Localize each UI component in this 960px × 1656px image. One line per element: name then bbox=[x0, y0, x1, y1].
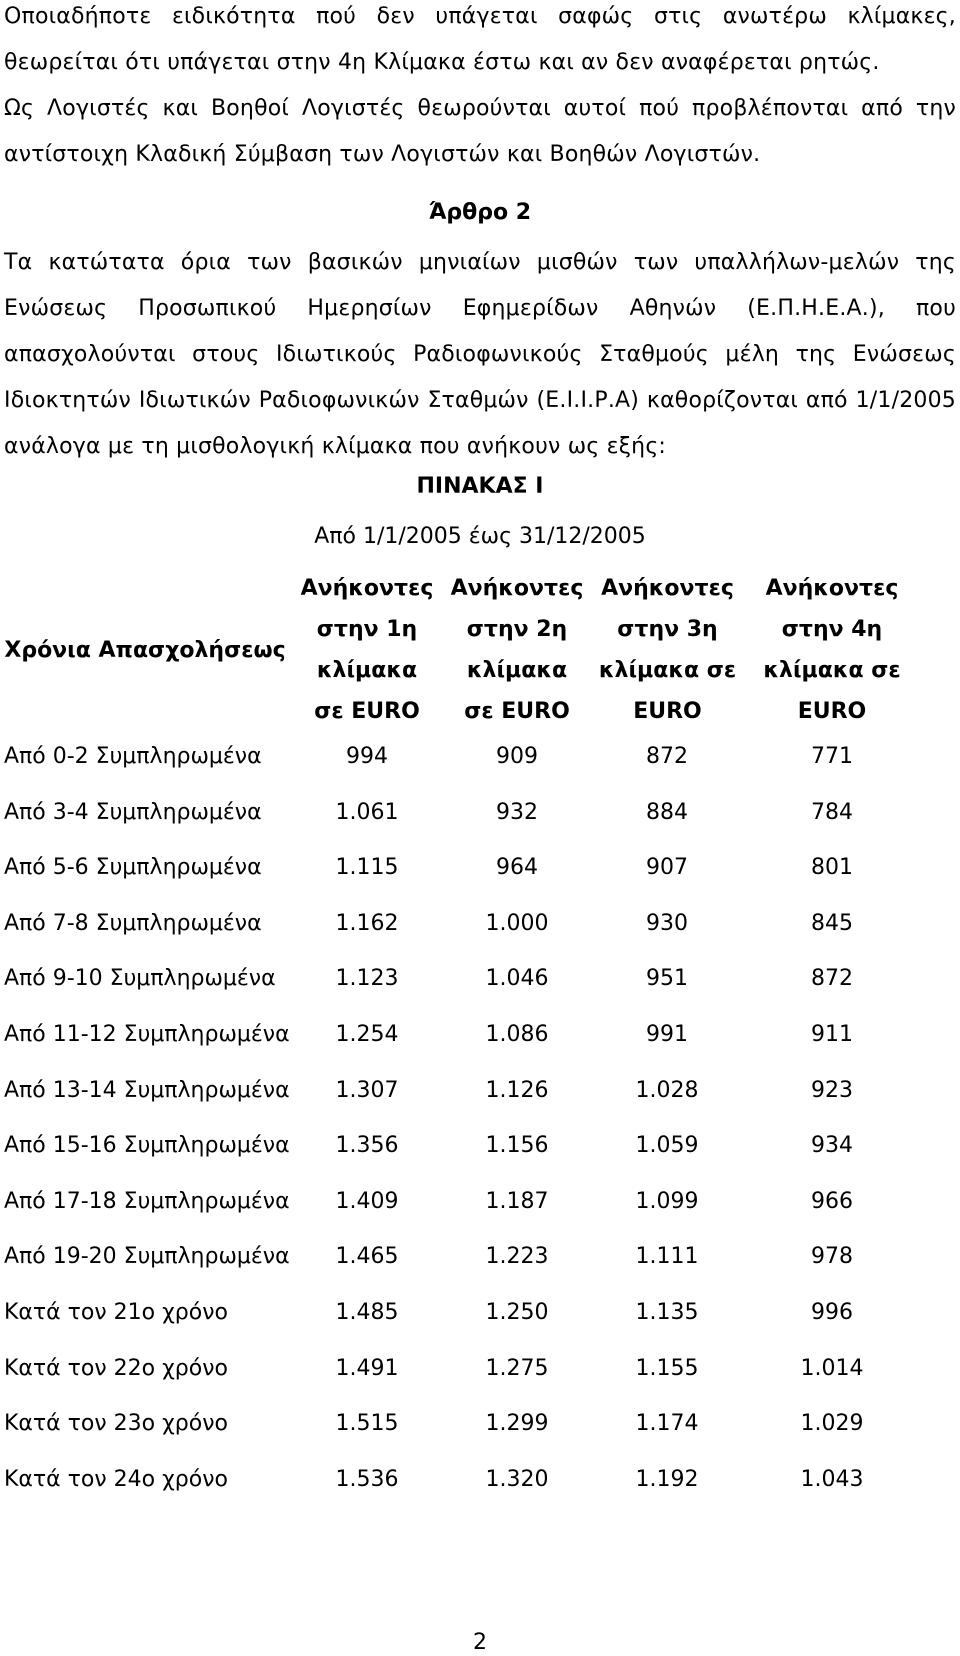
table-cell-scale-4: 1.043 bbox=[800, 1467, 864, 1492]
table-row-label: Από 7-8 Συμπληρωμένα bbox=[4, 911, 262, 936]
table-row-label: Από 3-4 Συμπληρωμένα bbox=[4, 800, 262, 825]
table-cell-scale-1: 1.409 bbox=[335, 1189, 399, 1214]
header-years: Χρόνια Απασχολήσεως bbox=[4, 638, 286, 663]
table-cell-scale-1: 1.485 bbox=[335, 1300, 399, 1325]
table-row-label: Από 11-12 Συμπληρωμένα bbox=[4, 1022, 290, 1047]
table-cell-scale-1: 994 bbox=[346, 744, 388, 769]
table-cell-scale-4: 1.014 bbox=[800, 1356, 864, 1381]
table-cell-scale-2: 1.086 bbox=[485, 1022, 549, 1047]
table-cell-scale-3: 872 bbox=[646, 744, 688, 769]
table-row-label: Κατά τον 21ο χρόνο bbox=[4, 1300, 228, 1325]
table-cell-scale-3: 1.192 bbox=[635, 1467, 699, 1492]
table-cell-scale-3: 991 bbox=[646, 1022, 688, 1047]
table-cell-scale-3: 1.135 bbox=[635, 1300, 699, 1325]
table-cell-scale-4: 1.029 bbox=[800, 1411, 864, 1436]
table-cell-scale-4: 801 bbox=[811, 855, 853, 880]
table-row-label: Από 19-20 Συμπληρωμένα bbox=[4, 1244, 290, 1269]
table-cell-scale-2: 932 bbox=[496, 800, 538, 825]
table-cell-scale-1: 1.491 bbox=[335, 1356, 399, 1381]
table-cell-scale-3: 1.059 bbox=[635, 1133, 699, 1158]
header-scale-2: Ανήκοντες στην 2η κλίμακα σε EURO bbox=[450, 576, 584, 724]
table-cell-scale-3: 1.111 bbox=[635, 1244, 699, 1269]
table-cell-scale-3: 907 bbox=[646, 855, 688, 880]
table-cell-scale-3: 1.155 bbox=[635, 1356, 699, 1381]
table-row-label: Κατά τον 23ο χρόνο bbox=[4, 1411, 228, 1436]
table-cell-scale-1: 1.162 bbox=[335, 911, 399, 936]
article-body: Τα κατώτατα όρια των βασικών μηνιαίων μισθών των υπαλλήλων-μελών της Ενώσεως Προσωπικού Ημερησίων Εφημερίδων Αθηνών (Ε.Π.Η.Ε.Α.), που απασχολούνται στους Ιδιωτικούς Ραδιοφωνικούς Σταθμούς μέλη της Ενώσεως Ιδιοκτητών Ιδιωτικών Ραδιοφωνικών Σταθμών (Ε.Ι.Ι.Ρ.Α) καθορίζονται από 1/1/2005 ανάλογα με τη μισθολογική κλίμακα που ανήκουν ως εξής: bbox=[4, 250, 956, 459]
table-row-label: Από 9-10 Συμπληρωμένα bbox=[4, 966, 276, 991]
header-scale-1: Ανήκοντες στην 1η κλίμακα σε EURO bbox=[300, 576, 434, 724]
table-cell-scale-2: 909 bbox=[496, 744, 538, 769]
article-title: Άρθρο 2 bbox=[428, 200, 532, 225]
table-cell-scale-4: 872 bbox=[811, 966, 853, 991]
table-cell-scale-3: 884 bbox=[646, 800, 688, 825]
page-number: 2 bbox=[473, 1630, 487, 1655]
table-row-label: Κατά τον 24ο χρόνο bbox=[4, 1467, 228, 1492]
table-cell-scale-3: 951 bbox=[646, 966, 688, 991]
table-cell-scale-2: 1.275 bbox=[485, 1356, 549, 1381]
table-row-label: Από 13-14 Συμπληρωμένα bbox=[4, 1078, 290, 1103]
table-cell-scale-1: 1.536 bbox=[335, 1467, 399, 1492]
table-cell-scale-4: 996 bbox=[811, 1300, 853, 1325]
intro-paragraph-1: Οποιαδήποτε ειδικότητα πού δεν υπάγεται σαφώς στις ανωτέρω κλίμακες, θεωρείται ότι υπάγεται στην 4η Κλίμακα έστω και αν δεν αναφέρεται ρητώς. bbox=[4, 4, 956, 75]
table-cell-scale-4: 966 bbox=[811, 1189, 853, 1214]
table-cell-scale-1: 1.356 bbox=[335, 1133, 399, 1158]
table-cell-scale-2: 1.187 bbox=[485, 1189, 549, 1214]
table-row-label: Κατά τον 22ο χρόνο bbox=[4, 1356, 228, 1381]
table-cell-scale-4: 911 bbox=[811, 1022, 853, 1047]
table-cell-scale-1: 1.465 bbox=[335, 1244, 399, 1269]
table-row-label: Από 17-18 Συμπληρωμένα bbox=[4, 1189, 290, 1214]
table-cell-scale-1: 1.254 bbox=[335, 1022, 399, 1047]
table-title: ΠΙΝΑΚΑΣ Ι bbox=[416, 474, 544, 499]
header-scale-3: Ανήκοντες στην 3η κλίμακα σε EURO bbox=[598, 576, 737, 724]
table-cell-scale-4: 978 bbox=[811, 1244, 853, 1269]
intro-paragraph-2: Ως Λογιστές και Βοηθοί Λογιστές θεωρούνται αυτοί πού προβλέπονται από την αντίστοιχη Κλαδική Σύμβαση των Λογιστών και Βοηθών Λογιστών. bbox=[4, 96, 956, 167]
table-cell-scale-1: 1.307 bbox=[335, 1078, 399, 1103]
table-cell-scale-4: 923 bbox=[811, 1078, 853, 1103]
table-cell-scale-2: 1.126 bbox=[485, 1078, 549, 1103]
table-cell-scale-4: 934 bbox=[811, 1133, 853, 1158]
table-cell-scale-3: 1.028 bbox=[635, 1078, 699, 1103]
table-row-label: Από 5-6 Συμπληρωμένα bbox=[4, 855, 262, 880]
table-cell-scale-3: 1.174 bbox=[635, 1411, 699, 1436]
table-cell-scale-2: 1.320 bbox=[485, 1467, 549, 1492]
table-cell-scale-1: 1.061 bbox=[335, 800, 399, 825]
table-cell-scale-2: 1.156 bbox=[485, 1133, 549, 1158]
table-row-label: Από 15-16 Συμπληρωμένα bbox=[4, 1133, 290, 1158]
table-cell-scale-4: 784 bbox=[811, 800, 853, 825]
table-cell-scale-1: 1.123 bbox=[335, 966, 399, 991]
table-cell-scale-3: 1.099 bbox=[635, 1189, 699, 1214]
table-cell-scale-2: 1.046 bbox=[485, 966, 549, 991]
table-row-label: Από 0-2 Συμπληρωμένα bbox=[4, 744, 262, 769]
header-scale-4: Ανήκοντες στην 4η κλίμακα σε EURO bbox=[763, 576, 901, 724]
table-period: Από 1/1/2005 έως 31/12/2005 bbox=[314, 524, 646, 549]
table-cell-scale-2: 1.299 bbox=[485, 1411, 549, 1436]
table-cell-scale-2: 1.223 bbox=[485, 1244, 549, 1269]
table-cell-scale-2: 964 bbox=[496, 855, 538, 880]
table-cell-scale-3: 930 bbox=[646, 911, 688, 936]
table-cell-scale-1: 1.115 bbox=[335, 855, 399, 880]
table-cell-scale-1: 1.515 bbox=[335, 1411, 399, 1436]
table-cell-scale-2: 1.250 bbox=[485, 1300, 549, 1325]
table-cell-scale-2: 1.000 bbox=[485, 911, 549, 936]
table-cell-scale-4: 845 bbox=[811, 911, 853, 936]
table-cell-scale-4: 771 bbox=[811, 744, 853, 769]
